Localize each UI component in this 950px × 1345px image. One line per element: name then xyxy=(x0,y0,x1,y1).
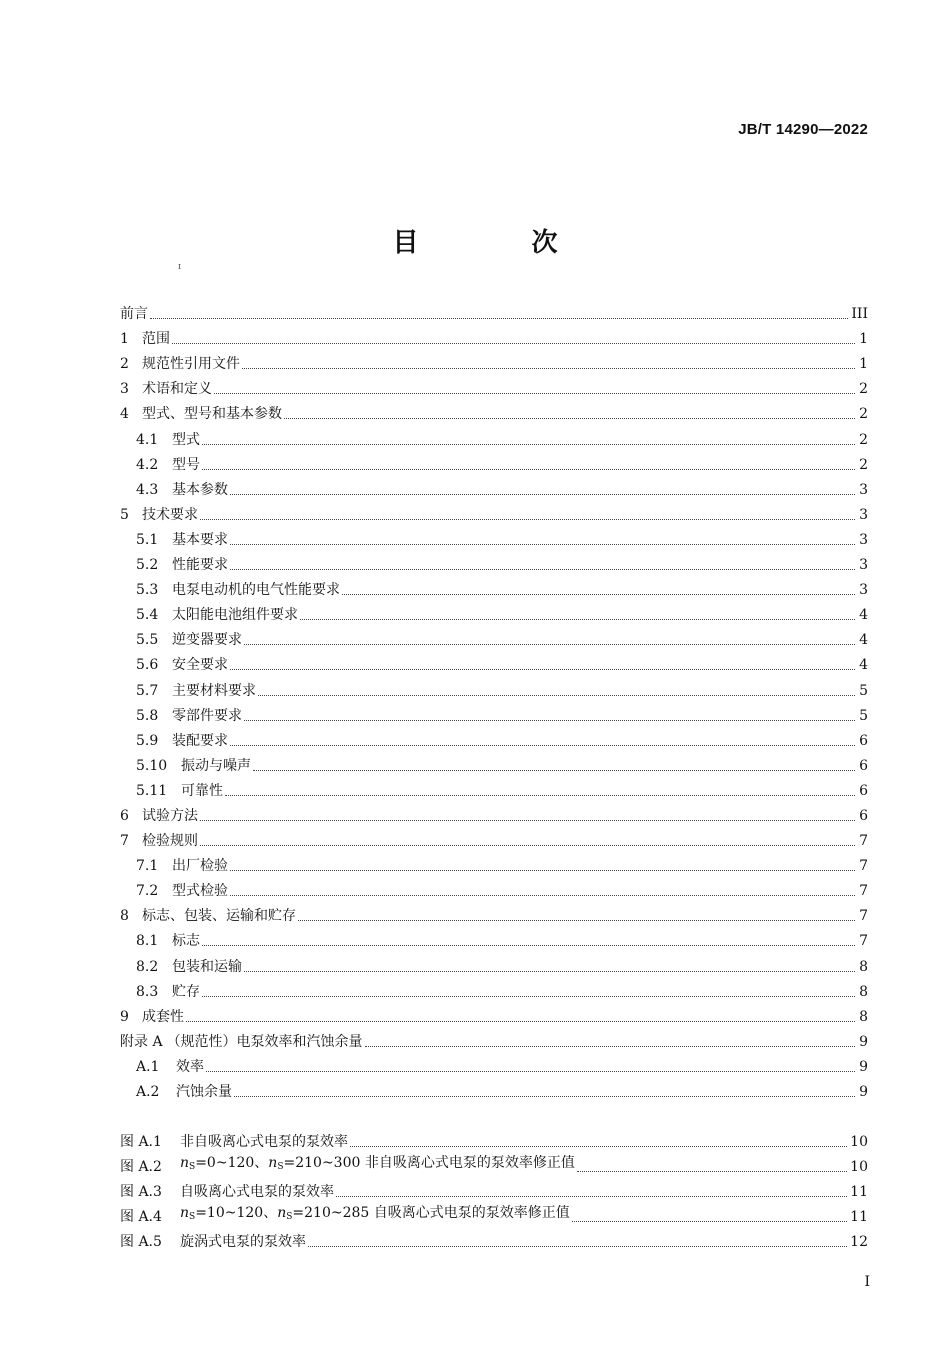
toc-title: 型式检验 xyxy=(172,883,228,900)
leader-dots xyxy=(202,996,855,997)
toc-page: 5 xyxy=(859,707,868,724)
leader-dots xyxy=(308,1246,847,1247)
figure-title: 自吸离心式电泵的泵效率 xyxy=(180,1184,334,1201)
toc-title: 包装和运输 xyxy=(172,958,242,975)
leader-dots xyxy=(253,770,855,771)
toc-page: 6 xyxy=(859,757,868,774)
leader-dots xyxy=(242,368,855,369)
leader-dots xyxy=(206,1071,855,1072)
figure-num: 图 A.2 xyxy=(120,1159,162,1176)
toc-entry[interactable] xyxy=(120,373,868,398)
toc-num: 4.1 xyxy=(136,431,159,448)
toc-page: 7 xyxy=(859,833,868,850)
toc-page: 3 xyxy=(859,582,868,599)
figure-num: 图 A.1 xyxy=(120,1134,162,1151)
toc-num: A.2 xyxy=(136,1084,160,1100)
toc-page: 4 xyxy=(859,607,868,624)
toc-num: 6 xyxy=(120,807,129,824)
toc-page: 8 xyxy=(859,1008,868,1025)
toc-num: 7 xyxy=(120,833,129,850)
toc-entry[interactable] xyxy=(120,624,868,649)
leader-dots xyxy=(577,1171,847,1172)
toc-page: 5 xyxy=(859,682,868,699)
leader-dots xyxy=(214,393,855,394)
toc-num: 9 xyxy=(120,1008,129,1025)
toc-title: 太阳能电池组件要求 xyxy=(172,607,298,624)
toc-page: III xyxy=(851,306,868,323)
figure-entry[interactable] xyxy=(120,1176,868,1201)
toc-page: 4 xyxy=(859,657,868,674)
toc-page: 1 xyxy=(859,356,868,373)
toc-title: 前言 xyxy=(120,306,148,323)
toc-entry-preface[interactable] xyxy=(120,298,868,323)
figure-title: $n_S=0\sim 120$、$n_S=210\sim 300$ 非自吸离心式电泵的泵效率修正值 xyxy=(180,1155,575,1173)
leader-dots xyxy=(244,720,855,721)
figure-num: 图 A.3 xyxy=(120,1184,162,1201)
leader-dots xyxy=(234,1096,855,1097)
toc-page: 6 xyxy=(859,807,868,824)
leader-dots xyxy=(230,745,855,746)
leader-dots xyxy=(200,820,855,821)
leader-dots xyxy=(244,971,855,972)
leader-dots xyxy=(230,544,855,545)
toc-entry[interactable] xyxy=(120,900,868,925)
toc-num: 1 xyxy=(120,331,129,348)
toc-num: 4.3 xyxy=(136,481,159,498)
toc-entry[interactable] xyxy=(120,599,868,624)
toc-entry[interactable] xyxy=(120,398,868,423)
figure-entry[interactable] xyxy=(120,1151,868,1176)
toc-entry[interactable] xyxy=(120,323,868,348)
toc-num: 8.3 xyxy=(136,983,159,1000)
toc-entry[interactable] xyxy=(120,449,868,474)
toc-title: 标志 xyxy=(172,933,200,950)
toc-num: 8 xyxy=(120,908,129,925)
document-id: JB/T 14290—2022 xyxy=(738,121,868,138)
figure-title: 非自吸离心式电泵的泵效率 xyxy=(180,1134,348,1151)
table-of-contents xyxy=(120,298,868,1101)
leader-dots xyxy=(230,569,855,570)
toc-page: 3 xyxy=(859,531,868,548)
toc-entry[interactable] xyxy=(120,423,868,448)
toc-title: 主要材料要求 xyxy=(172,682,256,699)
toc-title: 试验方法 xyxy=(142,807,198,824)
toc-num: 5.5 xyxy=(136,632,159,649)
toc-title: 范围 xyxy=(142,331,170,348)
toc-num: A.1 xyxy=(136,1058,160,1075)
leader-dots xyxy=(342,594,855,595)
toc-title: 汽蚀余量 xyxy=(176,1084,232,1100)
leader-dots xyxy=(258,695,855,696)
toc-num: 7.1 xyxy=(136,858,159,875)
toc-num: 5.11 xyxy=(136,782,168,799)
leader-dots xyxy=(150,318,848,319)
toc-entry[interactable] xyxy=(120,649,868,674)
toc-title: 型式、型号和基本参数 xyxy=(142,406,282,423)
toc-entry[interactable] xyxy=(120,674,868,699)
toc-entry[interactable] xyxy=(120,524,868,549)
leader-dots xyxy=(200,845,855,846)
figure-title: $n_S=10\sim 120$、$n_S=210\sim 285$ 自吸离心式电泵的泵效率修正值 xyxy=(180,1205,570,1223)
toc-page: 9 xyxy=(859,1033,868,1050)
leader-dots xyxy=(202,469,855,470)
toc-entry[interactable] xyxy=(120,976,868,1001)
toc-num: 5.9 xyxy=(136,732,159,749)
toc-entry[interactable] xyxy=(120,474,868,499)
toc-page: 9 xyxy=(859,1084,868,1100)
toc-entry[interactable] xyxy=(120,775,868,800)
toc-page: 7 xyxy=(859,883,868,900)
toc-page: 7 xyxy=(859,908,868,925)
figure-entry[interactable] xyxy=(120,1201,868,1226)
figure-num: 图 A.5 xyxy=(120,1234,162,1251)
toc-title: 安全要求 xyxy=(172,657,228,674)
toc-num: 5.1 xyxy=(136,531,159,548)
leader-dots xyxy=(365,1046,855,1047)
toc-title: 术语和定义 xyxy=(142,381,212,398)
figure-num: 图 A.4 xyxy=(120,1209,162,1226)
toc-title: 振动与噪声 xyxy=(181,757,251,774)
toc-title: 零部件要求 xyxy=(172,707,242,724)
toc-page: 2 xyxy=(859,406,868,423)
toc-title: 技术要求 xyxy=(142,506,198,523)
toc-num: 5.6 xyxy=(136,657,159,674)
toc-title: 基本要求 xyxy=(172,531,228,548)
toc-entry[interactable] xyxy=(120,950,868,975)
list-of-figures xyxy=(120,1126,868,1251)
toc-page: 8 xyxy=(859,958,868,975)
toc-title: 贮存 xyxy=(172,983,200,1000)
page-number: I xyxy=(864,1274,870,1290)
toc-title: 检验规则 xyxy=(142,833,198,850)
toc-num: 8.1 xyxy=(136,933,159,950)
figure-page: 10 xyxy=(850,1159,868,1176)
toc-page: 7 xyxy=(859,858,868,875)
toc-title: 规范性引用文件 xyxy=(142,356,240,373)
toc-title: 出厂检验 xyxy=(172,858,228,875)
leader-dots xyxy=(202,945,855,946)
toc-num: 5 xyxy=(120,506,129,523)
leader-dots xyxy=(572,1221,847,1222)
leader-dots xyxy=(350,1146,847,1147)
toc-num: 4 xyxy=(120,406,129,423)
leader-dots xyxy=(202,444,855,445)
toc-page: 3 xyxy=(859,557,868,574)
toc-title: 效率 xyxy=(176,1058,204,1075)
toc-entry[interactable] xyxy=(120,725,868,750)
toc-num: 4.2 xyxy=(136,456,159,473)
toc-entry[interactable] xyxy=(120,499,868,524)
toc-num: 8.2 xyxy=(136,958,159,975)
leader-dots xyxy=(230,494,855,495)
toc-num: 5.2 xyxy=(136,557,159,574)
figure-page: 12 xyxy=(850,1234,868,1251)
toc-entry[interactable] xyxy=(120,1001,868,1026)
figure-page: 11 xyxy=(850,1209,868,1226)
leader-dots xyxy=(230,895,855,896)
toc-page: 6 xyxy=(859,732,868,749)
figure-entry[interactable] xyxy=(120,1126,868,1151)
toc-entry[interactable] xyxy=(120,825,868,850)
toc-entry[interactable] xyxy=(120,574,868,599)
leader-dots xyxy=(186,1021,855,1022)
toc-num: 附录 A xyxy=(120,1033,163,1050)
figure-title: 旋涡式电泵的泵效率 xyxy=(180,1234,306,1251)
toc-page: 1 xyxy=(859,331,868,348)
toc-title: 型式 xyxy=(172,431,200,448)
figure-page: 11 xyxy=(850,1184,868,1201)
toc-page: 2 xyxy=(859,456,868,473)
toc-entry[interactable] xyxy=(120,750,868,775)
toc-entry[interactable] xyxy=(120,348,868,373)
toc-page: 4 xyxy=(859,632,868,649)
leader-dots xyxy=(200,519,855,520)
toc-page: 2 xyxy=(859,381,868,398)
toc-title: 逆变器要求 xyxy=(172,632,242,649)
leader-dots xyxy=(300,619,855,620)
toc-entry[interactable] xyxy=(120,700,868,725)
scan-speck: ɪ xyxy=(178,262,181,272)
toc-page: 6 xyxy=(859,782,868,799)
leader-dots xyxy=(225,795,855,796)
toc-entry[interactable] xyxy=(120,925,868,950)
leader-dots xyxy=(284,418,855,419)
toc-num: 5.4 xyxy=(136,607,159,624)
leader-dots xyxy=(244,644,855,645)
toc-title: 标志、包装、运输和贮存 xyxy=(142,908,296,925)
toc-entry[interactable] xyxy=(120,1076,868,1101)
toc-title: 基本参数 xyxy=(172,481,228,498)
toc-page: 2 xyxy=(859,431,868,448)
page-title: 目 次 xyxy=(392,228,610,258)
toc-title: 性能要求 xyxy=(172,557,228,574)
toc-num: 5.3 xyxy=(136,582,159,599)
toc-num: 3 xyxy=(120,381,129,398)
leader-dots xyxy=(230,870,855,871)
toc-entry-appendix[interactable] xyxy=(120,1026,868,1051)
leader-dots xyxy=(172,343,855,344)
leader-dots xyxy=(230,669,855,670)
toc-num: 5.10 xyxy=(136,757,168,774)
toc-num: 2 xyxy=(120,356,129,373)
toc-title: 型号 xyxy=(172,456,200,473)
toc-title: 装配要求 xyxy=(172,732,228,749)
leader-dots xyxy=(336,1196,847,1197)
figure-page: 10 xyxy=(850,1134,868,1151)
toc-title: （规范性）电泵效率和汽蚀余量 xyxy=(166,1033,363,1050)
toc-entry[interactable] xyxy=(120,850,868,875)
toc-title: 电泵电动机的电气性能要求 xyxy=(172,582,340,599)
figure-entry[interactable] xyxy=(120,1226,868,1251)
toc-page: 8 xyxy=(859,983,868,1000)
toc-num: 7.2 xyxy=(136,883,159,900)
toc-entry[interactable] xyxy=(120,875,868,900)
leader-dots xyxy=(298,920,855,921)
toc-entry[interactable] xyxy=(120,1051,868,1076)
toc-page: 9 xyxy=(859,1058,868,1075)
toc-num: 5.8 xyxy=(136,707,159,724)
toc-num: 5.7 xyxy=(136,682,159,699)
toc-title: 可靠性 xyxy=(181,782,223,799)
toc-page: 3 xyxy=(859,481,868,498)
toc-entry[interactable] xyxy=(120,800,868,825)
toc-page: 7 xyxy=(859,933,868,950)
toc-title: 成套性 xyxy=(142,1008,184,1025)
toc-page: 3 xyxy=(859,506,868,523)
toc-entry[interactable] xyxy=(120,549,868,574)
